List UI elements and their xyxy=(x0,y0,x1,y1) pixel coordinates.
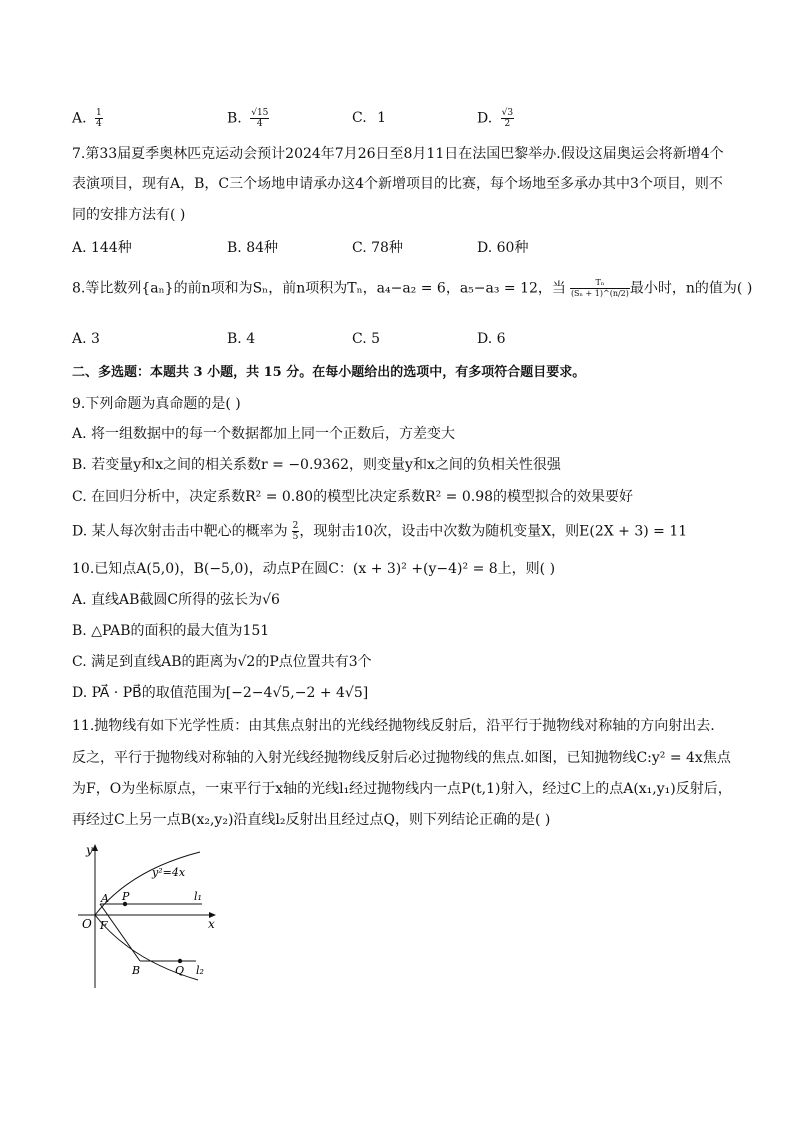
q9-option-b[interactable]: B. 若变量y和x之间的相关系数r = −0.9362，则变量y和x之间的负相关性很强 xyxy=(72,457,561,473)
q6-option-d[interactable]: D. $\frac{√3}{2}$ xyxy=(477,108,514,129)
q7-option-d[interactable]: D. 60种 xyxy=(477,240,529,256)
q7-option-b[interactable]: B. 84种 xyxy=(227,240,279,256)
y-axis-label: y xyxy=(86,843,93,857)
q8-fraction: $\frac{\text{Tₙ}}{\text{(Sₙ + 1)\textasciicircum{}(n/2)}}$ xyxy=(570,278,629,298)
ray-a-to-b xyxy=(100,904,140,961)
q9-stem: 9.下列命题为真命题的是( ) xyxy=(72,396,241,412)
curve-label: y²=4x xyxy=(152,866,186,879)
point-q-label: Q xyxy=(175,964,185,977)
q9-option-d[interactable]: D. 某人每次射击击中靶心的概率为 $\frac{2}{5}$ ，现射击10次，设击中次数为随机变量X，则E(2X + 3) = 11 xyxy=(72,521,688,542)
q6-option-b[interactable]: B. $\frac{√15}{4}$ xyxy=(227,108,269,129)
q7-options xyxy=(72,237,722,259)
q8-option-c[interactable]: C. 5 xyxy=(352,331,381,347)
q6-option-c[interactable]: C. 1 xyxy=(352,110,387,126)
fraction: $\frac{1}{4}$ xyxy=(96,108,102,129)
point-p-label: P xyxy=(122,890,130,903)
q7-line-2: 表演项目，现有A，B，C三个场地申请承办这4个新增项目的比赛，每个场地至多承办其中3个项目，则不 xyxy=(72,176,723,192)
q7-line-3: 同的安排方法有( ) xyxy=(72,207,186,223)
parabola-figure xyxy=(70,840,230,990)
q11-line-2: 反之，平行于抛物线对称轴的入射光线经抛物线反射后必过抛物线的焦点.如图，已知抛物线C:y² = 4x焦点 xyxy=(72,750,731,766)
q8-option-b[interactable]: B. 4 xyxy=(227,331,256,347)
q9-option-a[interactable]: A. 将一组数据中的每一个数据都加上同一个正数后，方差变大 xyxy=(72,426,456,442)
q8-options xyxy=(72,331,722,353)
q10-stem: 10.已知点A(5,0)，B(−5,0)，动点P在圆C：(x + 3)² +(y−4)² = 8上，则( ) xyxy=(72,561,556,577)
fraction: $\frac{2}{5}$ xyxy=(292,521,299,542)
q11-line-4: 再经过C上另一点B(x₂,y₂)沿直线l₂反射出且经过点Q，则下列结论正确的是( ) xyxy=(72,812,551,828)
q11-line-3: 为F，O为坐标原点，一束平行于x轴的光线l₁经过抛物线内一点P(t,1)射入，经过C上的点A(x₁,y₁)反射后， xyxy=(72,781,732,797)
origin-label: O xyxy=(82,917,92,931)
q10-option-b[interactable]: B. △PAB的面积的最大值为151 xyxy=(72,623,270,639)
point-b-label: B xyxy=(132,964,141,977)
q8-option-d[interactable]: D. 6 xyxy=(477,331,506,347)
fraction: $\frac{√15}{4}$ xyxy=(251,108,269,129)
line-l1-label: l₁ xyxy=(194,890,202,903)
y-axis-arrow xyxy=(92,844,98,851)
q6-options xyxy=(72,108,722,130)
q9-option-c[interactable]: C. 在回归分析中，决定系数R² = 0.80的模型比决定系数R² = 0.98的模型拟合的效果要好 xyxy=(72,489,634,505)
q10-option-c[interactable]: C. 满足到直线AB的距离为√2的P点位置共有3个 xyxy=(72,654,372,670)
q10-option-d[interactable]: D. PA⃗ · PB⃗的取值范围为[−2−4√5,−2 + 4√5] xyxy=(72,685,369,701)
x-axis-label: x xyxy=(208,917,215,931)
q11-line-1: 11.抛物线有如下光学性质：由其焦点射出的光线经抛物线反射后，沿平行于抛物线对称轴的方向射出去. xyxy=(72,718,715,734)
section-2-heading: 二、多选题：本题共 3 小题，共 15 分。在每小题给出的选项中，有多项符合题目要求。 xyxy=(72,365,586,380)
q7-option-a[interactable]: A. 144种 xyxy=(72,240,132,256)
q8-option-a[interactable]: A. 3 xyxy=(72,331,100,347)
q7-line-1: 7.第33届夏季奥林匹克运动会预计2024年7月26日至8月11日在法国巴黎举办.假设这届奥运会将新增4个 xyxy=(72,146,724,162)
point-q-dot xyxy=(178,959,182,963)
focus-label: F xyxy=(100,919,108,932)
q10-option-a[interactable]: A. 直线AB截圆C所得的弦长为√6 xyxy=(72,592,280,608)
line-l2-label: l₂ xyxy=(196,964,204,977)
fraction: $\frac{√3}{2}$ xyxy=(501,108,514,129)
q6-option-a[interactable]: A. $\frac{1}{4}$ xyxy=(72,108,102,129)
q8-stem: 8.等比数列{aₙ}的前n项和为Sₙ，前n项积为Tₙ，a₄−a₂ = 6，a₅−a₃ = 12，当 $\frac{\text{Tₙ}}{\text{(Sₙ + 1)\textasciicircum{}(n/2)}}$ 最小时，n的值为( ) xyxy=(72,278,753,298)
point-a-label: A xyxy=(101,892,109,905)
q7-option-c[interactable]: C. 78种 xyxy=(352,240,403,256)
